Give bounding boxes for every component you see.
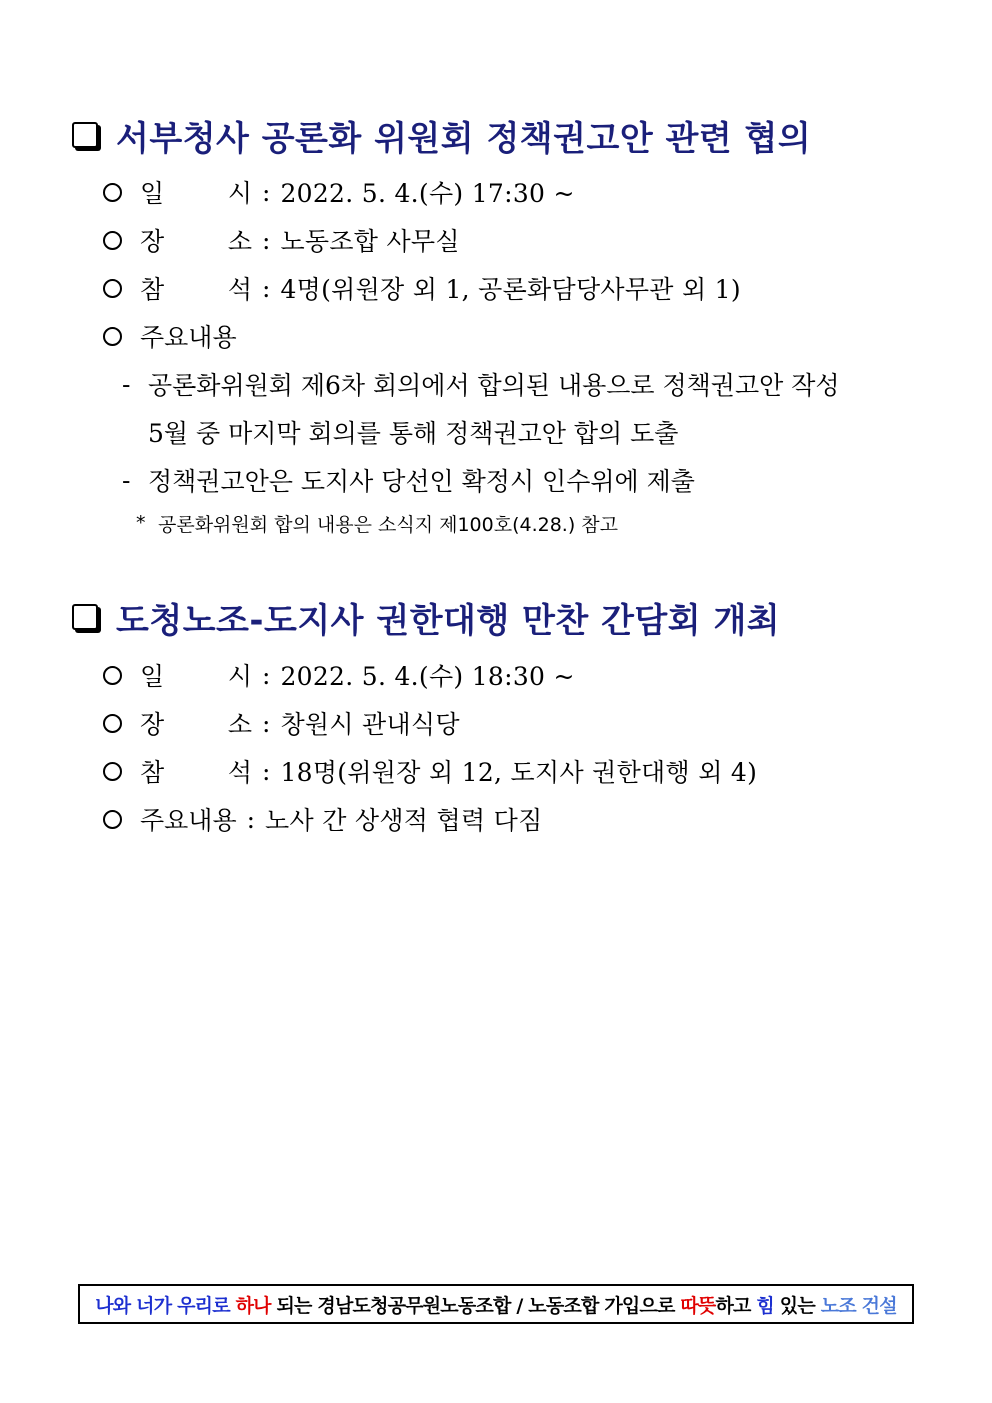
info-value: 노동조합 사무실 — [280, 227, 460, 256]
slogan-part: 되는 경남도청공무원노동조합 / 노동조합 가입으로 — [270, 1294, 681, 1317]
dash-bullet: - — [122, 369, 131, 399]
info-value: 4명(위원장 외 1, 공론화담당사무관 외 1) — [280, 275, 741, 304]
detail-text: 정책권고안은 도지사 당선인 확정시 인수위에 제출 — [148, 467, 695, 496]
info-value: 2022. 5. 4.(수) 17:30 ~ — [280, 179, 575, 208]
info-label: 참 석 — [140, 758, 252, 787]
info-row-content-1 — [100, 316, 237, 356]
info-separator: : — [262, 660, 271, 690]
info-value: 창원시 관내식당 — [280, 710, 460, 739]
info-separator: : — [262, 708, 271, 738]
info-row-attendees-1 — [100, 268, 741, 308]
info-row-attendees-2 — [100, 751, 757, 791]
note-text: 공론화위원회 합의 내용은 소식지 제100호(4.28.) 참고 — [158, 513, 619, 536]
circle-bullet-icon — [103, 327, 122, 346]
circle-bullet-icon — [103, 714, 122, 733]
dash-bullet: - — [122, 465, 131, 495]
checkbox-icon — [72, 604, 98, 630]
info-separator: : — [262, 273, 271, 303]
circle-bullet-icon — [103, 762, 122, 781]
section-title-2 — [72, 592, 780, 642]
note-line — [136, 507, 618, 539]
detail-line-3 — [122, 460, 695, 500]
info-value: 2022. 5. 4.(수) 18:30 ~ — [280, 662, 575, 691]
info-value: 노사 간 상생적 협력 다짐 — [265, 806, 543, 835]
info-label: 일 시 — [140, 179, 252, 208]
section-title-1 — [72, 110, 811, 160]
checkbox-icon — [72, 122, 98, 148]
slogan-part: 하고 — [715, 1294, 757, 1317]
slogan-part: 힘 — [756, 1294, 774, 1317]
info-row-date-1 — [100, 172, 575, 212]
slogan-part: 나와 너가 우리로 — [95, 1294, 236, 1317]
note-mark: * — [136, 512, 146, 534]
info-row-place-1 — [100, 220, 460, 260]
circle-bullet-icon — [103, 231, 122, 250]
footer-slogan-box — [78, 1284, 914, 1324]
info-row-date-2 — [100, 655, 575, 695]
circle-bullet-icon — [103, 183, 122, 202]
info-separator: : — [262, 177, 271, 207]
detail-text: 공론화위원회 제6차 회의에서 합의된 내용으로 정책권고안 작성 — [148, 371, 840, 400]
detail-line-1 — [122, 364, 840, 404]
detail-text: 5월 중 마지막 회의를 통해 정책권고안 합의 도출 — [148, 419, 679, 448]
section-title-2-text: 도청노조-도지사 권한대행 만찬 간담회 개최 — [116, 600, 781, 641]
slogan-part: 노조 건설 — [820, 1294, 897, 1317]
info-separator: : — [246, 804, 256, 834]
slogan-part: 따뜻 — [680, 1294, 716, 1317]
info-label: 일 시 — [140, 662, 252, 691]
slogan-part: 있는 — [773, 1294, 821, 1317]
section-title-1-text: 서부청사 공론화 위원회 정책권고안 관련 협의 — [116, 118, 812, 159]
info-label: 참 석 — [140, 275, 252, 304]
slogan-part: 하나 — [235, 1294, 271, 1317]
circle-bullet-icon — [103, 279, 122, 298]
info-label: 장 소 — [140, 710, 252, 739]
detail-line-2 — [148, 412, 678, 452]
info-label: 장 소 — [140, 227, 252, 256]
info-label: 주요내용 — [140, 323, 237, 352]
circle-bullet-icon — [103, 666, 122, 685]
info-separator: : — [262, 225, 271, 255]
info-label: 주요내용 — [140, 806, 237, 835]
circle-bullet-icon — [103, 810, 122, 829]
info-separator: : — [262, 756, 271, 786]
info-value: 18명(위원장 외 12, 도지사 권한대행 외 4) — [280, 758, 758, 787]
info-row-place-2 — [100, 703, 460, 743]
info-row-content-2 — [100, 799, 543, 839]
